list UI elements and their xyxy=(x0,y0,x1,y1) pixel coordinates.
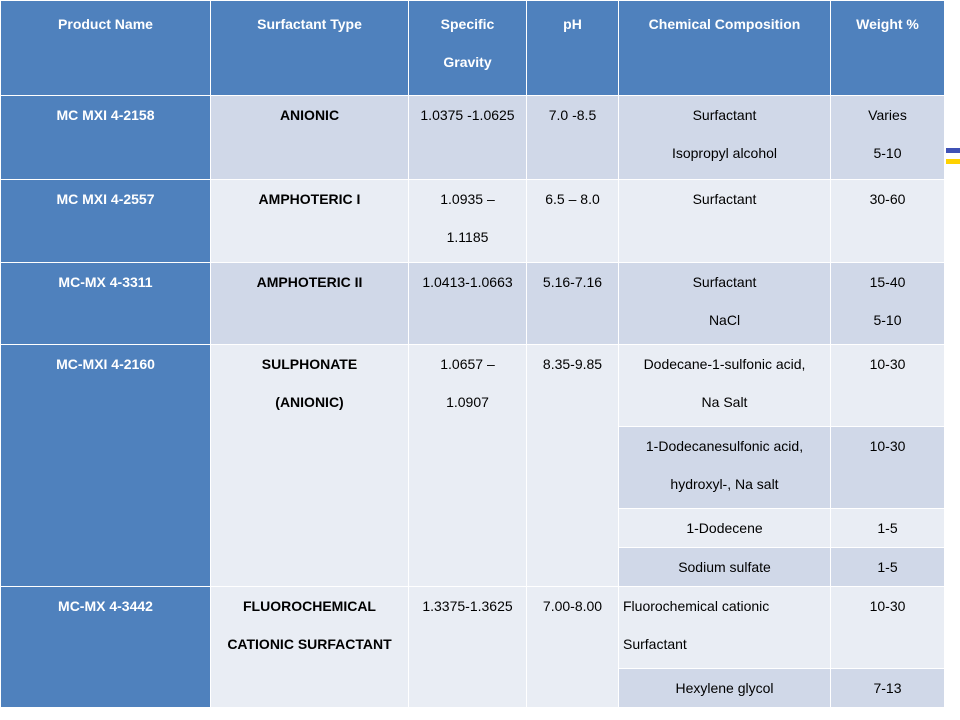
surfactant-type-cell xyxy=(211,263,409,345)
ph-cell: 5.16-7.16 xyxy=(527,263,619,345)
surfactant-type-line: SULPHONATE xyxy=(261,356,358,372)
table-row xyxy=(1,263,945,345)
table-row xyxy=(1,587,945,669)
specific-gravity-cell xyxy=(409,96,527,180)
chemical-line: NaCl xyxy=(708,312,741,328)
weight-line: 10-30 xyxy=(869,356,906,372)
chemical-line: 1-Dodecene xyxy=(686,520,763,536)
product-name-cell: MC-MX 4-3442 xyxy=(1,587,211,708)
header-chemical-composition: Chemical Composition xyxy=(619,1,831,96)
ph-cell: 6.5 – 8.0 xyxy=(527,180,619,263)
chemical-line: Surfactant xyxy=(692,191,757,207)
chemical-line: Surfactant xyxy=(692,107,757,123)
chemical-line: Dodecane-1-sulfonic acid, xyxy=(643,356,806,372)
accent-bar-yellow xyxy=(946,159,960,164)
header-specific-gravity-line: Gravity xyxy=(443,54,492,70)
specific-gravity-cell xyxy=(409,587,527,708)
weight-cell xyxy=(831,345,945,427)
weight-line: 5-10 xyxy=(873,312,902,328)
ph-cell: 7.00-8.00 xyxy=(527,587,619,708)
chemical-composition-cell xyxy=(619,96,831,180)
chemical-composition-cell xyxy=(619,263,831,345)
header-ph: pH xyxy=(527,1,619,96)
product-name-cell: MC-MXI 4-2160 xyxy=(1,345,211,587)
ph-cell: 7.0 -8.5 xyxy=(527,96,619,180)
weight-line: 1-5 xyxy=(877,559,898,575)
table-row xyxy=(1,96,945,180)
specific-gravity-cell xyxy=(409,345,527,587)
chemical-line: Hexylene glycol xyxy=(675,680,774,696)
header-weight: Weight % xyxy=(831,1,945,96)
specific-gravity-line: 1.0657 – xyxy=(440,356,495,372)
header-specific-gravity-line: Specific xyxy=(440,16,495,32)
weight-cell xyxy=(831,509,945,548)
header-specific-gravity xyxy=(409,1,527,96)
header-surfactant-type: Surfactant Type xyxy=(211,1,409,96)
ph-cell: 8.35-9.85 xyxy=(527,345,619,587)
specific-gravity-line: 1.0935 – xyxy=(440,191,495,207)
weight-line: Varies xyxy=(868,107,907,123)
header-product-name: Product Name xyxy=(1,1,211,96)
surfactant-type-line: (ANIONIC) xyxy=(275,394,344,410)
chemical-composition-cell xyxy=(619,587,831,669)
chemical-line: hydroxyl-, Na salt xyxy=(670,476,779,492)
weight-cell xyxy=(831,180,945,263)
surfactant-type-line: AMPHOTERIC II xyxy=(256,274,363,290)
weight-line: 15-40 xyxy=(869,274,906,290)
chemical-line: Isopropyl alcohol xyxy=(671,145,778,161)
weight-cell xyxy=(831,548,945,587)
chemical-composition-cell xyxy=(619,180,831,263)
specific-gravity-line: 1.0375 -1.0625 xyxy=(420,107,515,123)
surfactant-type-cell xyxy=(211,587,409,708)
chemical-line: Fluorochemical cationic xyxy=(623,598,770,614)
specific-gravity-line: 1.3375-1.3625 xyxy=(422,598,513,614)
specific-gravity-cell xyxy=(409,180,527,263)
weight-line: 10-30 xyxy=(869,598,906,614)
table-row xyxy=(1,345,945,427)
weight-line: 5-10 xyxy=(873,145,902,161)
weight-line: 30-60 xyxy=(869,191,906,207)
product-name-cell: MC-MX 4-3311 xyxy=(1,263,211,345)
weight-line: 7-13 xyxy=(873,680,902,696)
chemical-composition-cell xyxy=(619,345,831,427)
specific-gravity-line: 1.0413-1.0663 xyxy=(422,274,513,290)
surfactant-type-line: FLUOROCHEMICAL xyxy=(243,598,376,614)
weight-cell xyxy=(831,587,945,669)
weight-cell xyxy=(831,427,945,509)
specific-gravity-line: 1.1185 xyxy=(446,229,489,245)
header-row xyxy=(1,1,945,96)
surfactant-type-cell xyxy=(211,96,409,180)
chemical-composition-cell xyxy=(619,509,831,548)
product-name-cell: MC MXI 4-2557 xyxy=(1,180,211,263)
specific-gravity-cell xyxy=(409,263,527,345)
chemical-line: 1-Dodecanesulfonic acid, xyxy=(645,438,804,454)
surfactant-type-line: ANIONIC xyxy=(279,107,340,123)
weight-cell xyxy=(831,263,945,345)
weight-line: 10-30 xyxy=(869,438,906,454)
chemical-line: Surfactant xyxy=(692,274,757,290)
chemical-line: Na Salt xyxy=(701,394,748,410)
surfactant-type-line: AMPHOTERIC I xyxy=(258,191,361,207)
chemical-composition-cell xyxy=(619,669,831,708)
table-row xyxy=(1,180,945,263)
chemical-line: Surfactant xyxy=(623,636,687,652)
surfactant-type-cell xyxy=(211,345,409,587)
weight-line: 1-5 xyxy=(877,520,898,536)
chemical-line: Sodium sulfate xyxy=(678,559,771,575)
chemical-composition-cell xyxy=(619,427,831,509)
surfactant-type-line: CATIONIC SURFACTANT xyxy=(227,636,392,652)
specific-gravity-line: 1.0907 xyxy=(446,394,489,410)
weight-cell xyxy=(831,96,945,180)
weight-cell xyxy=(831,669,945,708)
chemical-composition-cell xyxy=(619,548,831,587)
product-name-cell: MC MXI 4-2158 xyxy=(1,96,211,180)
surfactant-type-cell xyxy=(211,180,409,263)
accent-bar-blue xyxy=(946,148,960,153)
